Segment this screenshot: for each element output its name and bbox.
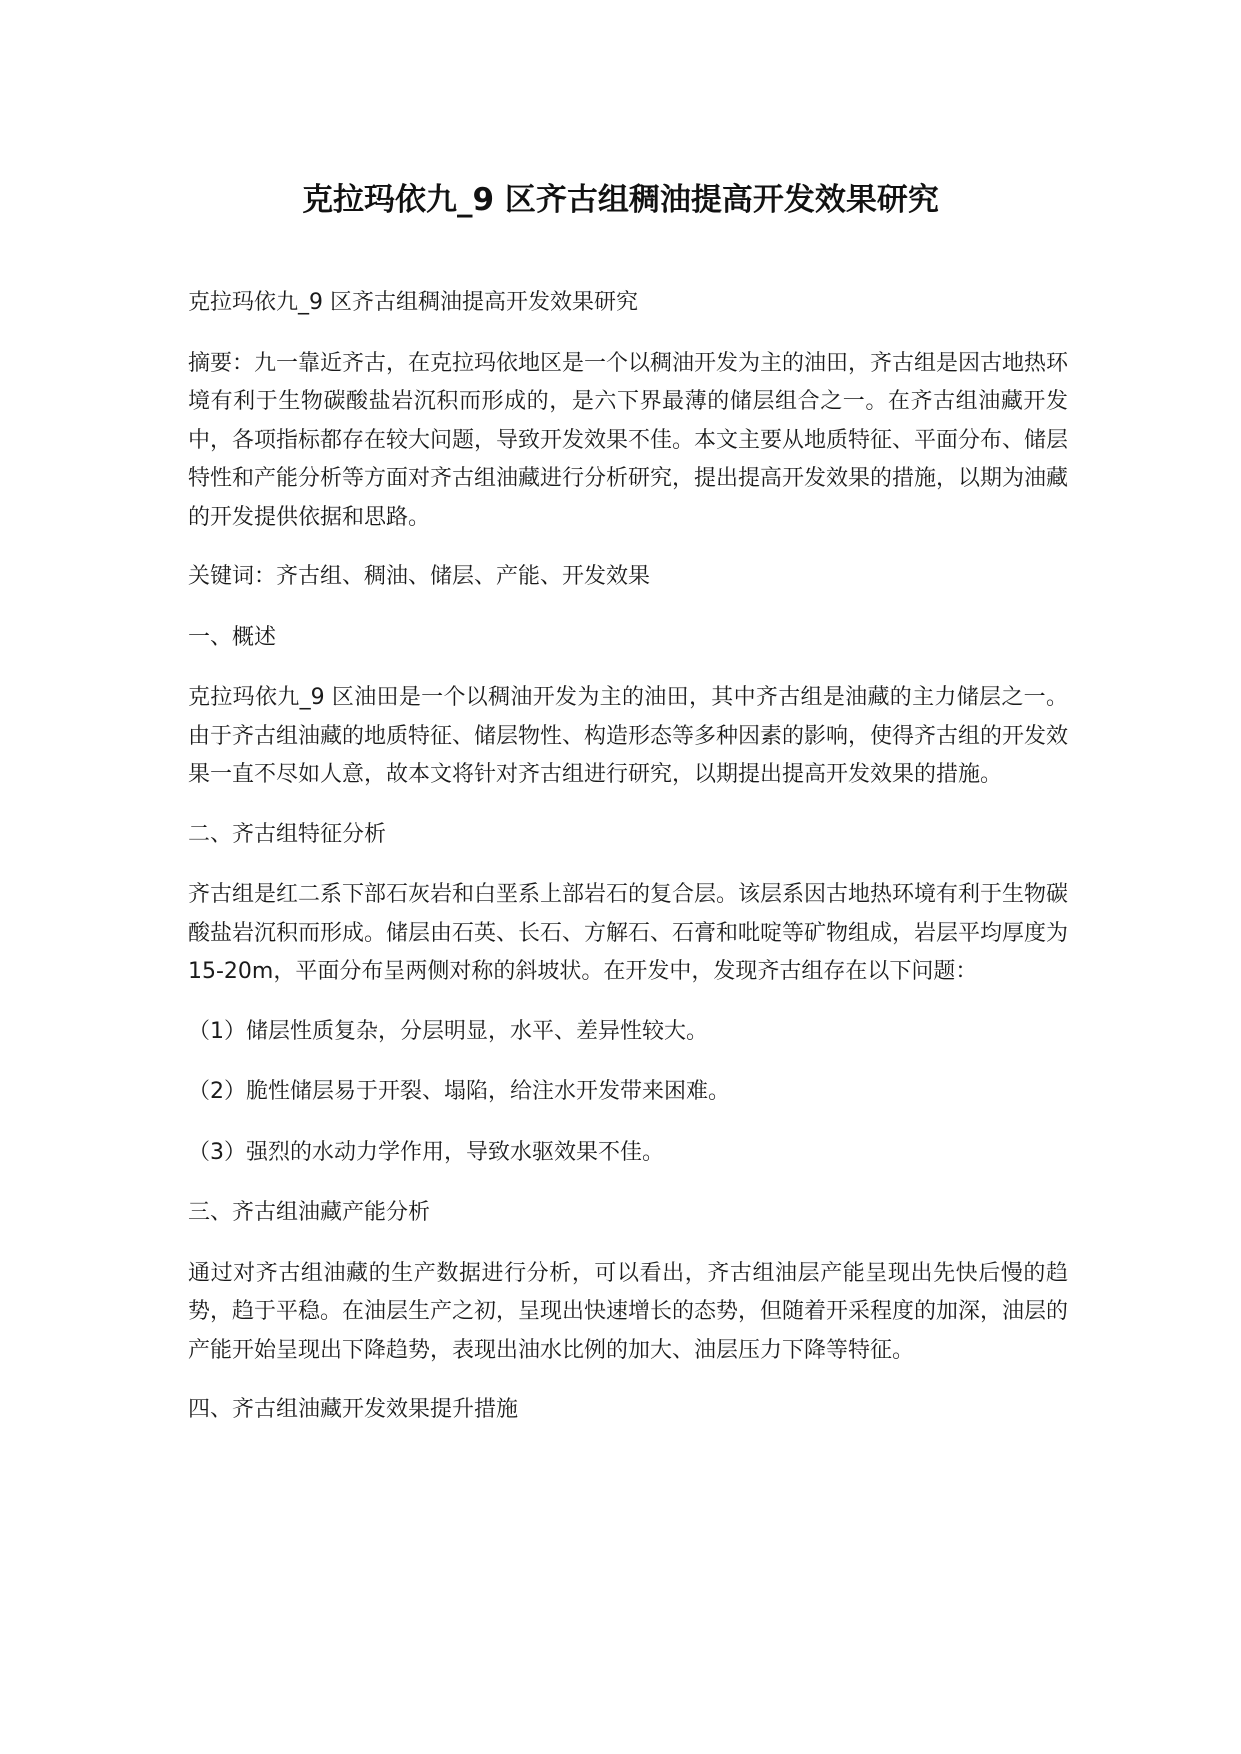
subtitle-paragraph: 克拉玛依九_9 区齐古组稠油提高开发效果研究 (188, 290, 638, 315)
document-title: 克拉玛依九_9 区齐古组稠油提高开发效果研究 (302, 182, 939, 218)
list-item-1: （1）储层性质复杂，分层明显，水平、差异性较大。 (188, 1018, 708, 1044)
list-item-3: （3）强烈的水动力学作用，导致水驱效果不佳。 (188, 1139, 664, 1165)
document-body (188, 284, 1068, 1452)
keywords-paragraph: 关键词：齐古组、稠油、储层、产能、开发效果 (188, 564, 651, 589)
list-item-2: （2）脆性储层易于开裂、塌陷，给注水开发带来困难。 (188, 1079, 730, 1104)
overview-paragraph: 克拉玛依九_9 区油田是一个以稠油开发为主的油田，其中齐古组是油藏的主力储层之一。由于齐古组油藏的地质特征、储层物性、构造形态等多种因素的影响，使得齐古组的开发效果一直不尽如人意，故本文将针对齐古组进行研究，以期提出提高开发效果的措施。 (188, 685, 1069, 787)
section-heading-3: 三、齐古组油藏产能分析 (188, 1200, 431, 1225)
abstract-paragraph: 摘要：九一靠近齐古，在克拉玛依地区是一个以稠油开发为主的油田，齐古组是因古地热环境有利于生物碳酸盐岩沉积而形成的，是六下界最薄的储层组合之一。在齐古组油藏开发中，各项指标都存在较大问题，导致开发效果不佳。本文主要从地质特征、平面分布、储层特性和产能分析等方面对齐古组油藏进行分析研究，提出提高开发效果的措施，以期为油藏的开发提供依据和思路。 (188, 350, 1069, 530)
section-heading-2: 二、齐古组特征分析 (188, 821, 387, 847)
section-heading-4: 四、齐古组油藏开发效果提升措施 (188, 1397, 519, 1422)
features-paragraph: 齐古组是红二系下部石灰岩和白垩系上部岩石的复合层。该层系因古地热环境有利于生物碳酸盐岩沉积而形成。储层由石英、长石、方解石、石膏和吡啶等矿物组成，岩层平均厚度为 15-20m，平面分布呈两侧对称的斜坡状。在开发中，发现齐古组存在以下问题： (188, 882, 1069, 984)
section-heading-1: 一、概述 (188, 624, 277, 650)
productivity-paragraph: 通过对齐古组油藏的生产数据进行分析，可以看出，齐古组油层产能呈现出先快后慢的趋势，趋于平稳。在油层生产之初，呈现出快速增长的态势，但随着开采程度的加深，油层的产能开始呈现出下降趋势，表现出油水比例的加大、油层压力下降等特征。 (188, 1260, 1069, 1363)
